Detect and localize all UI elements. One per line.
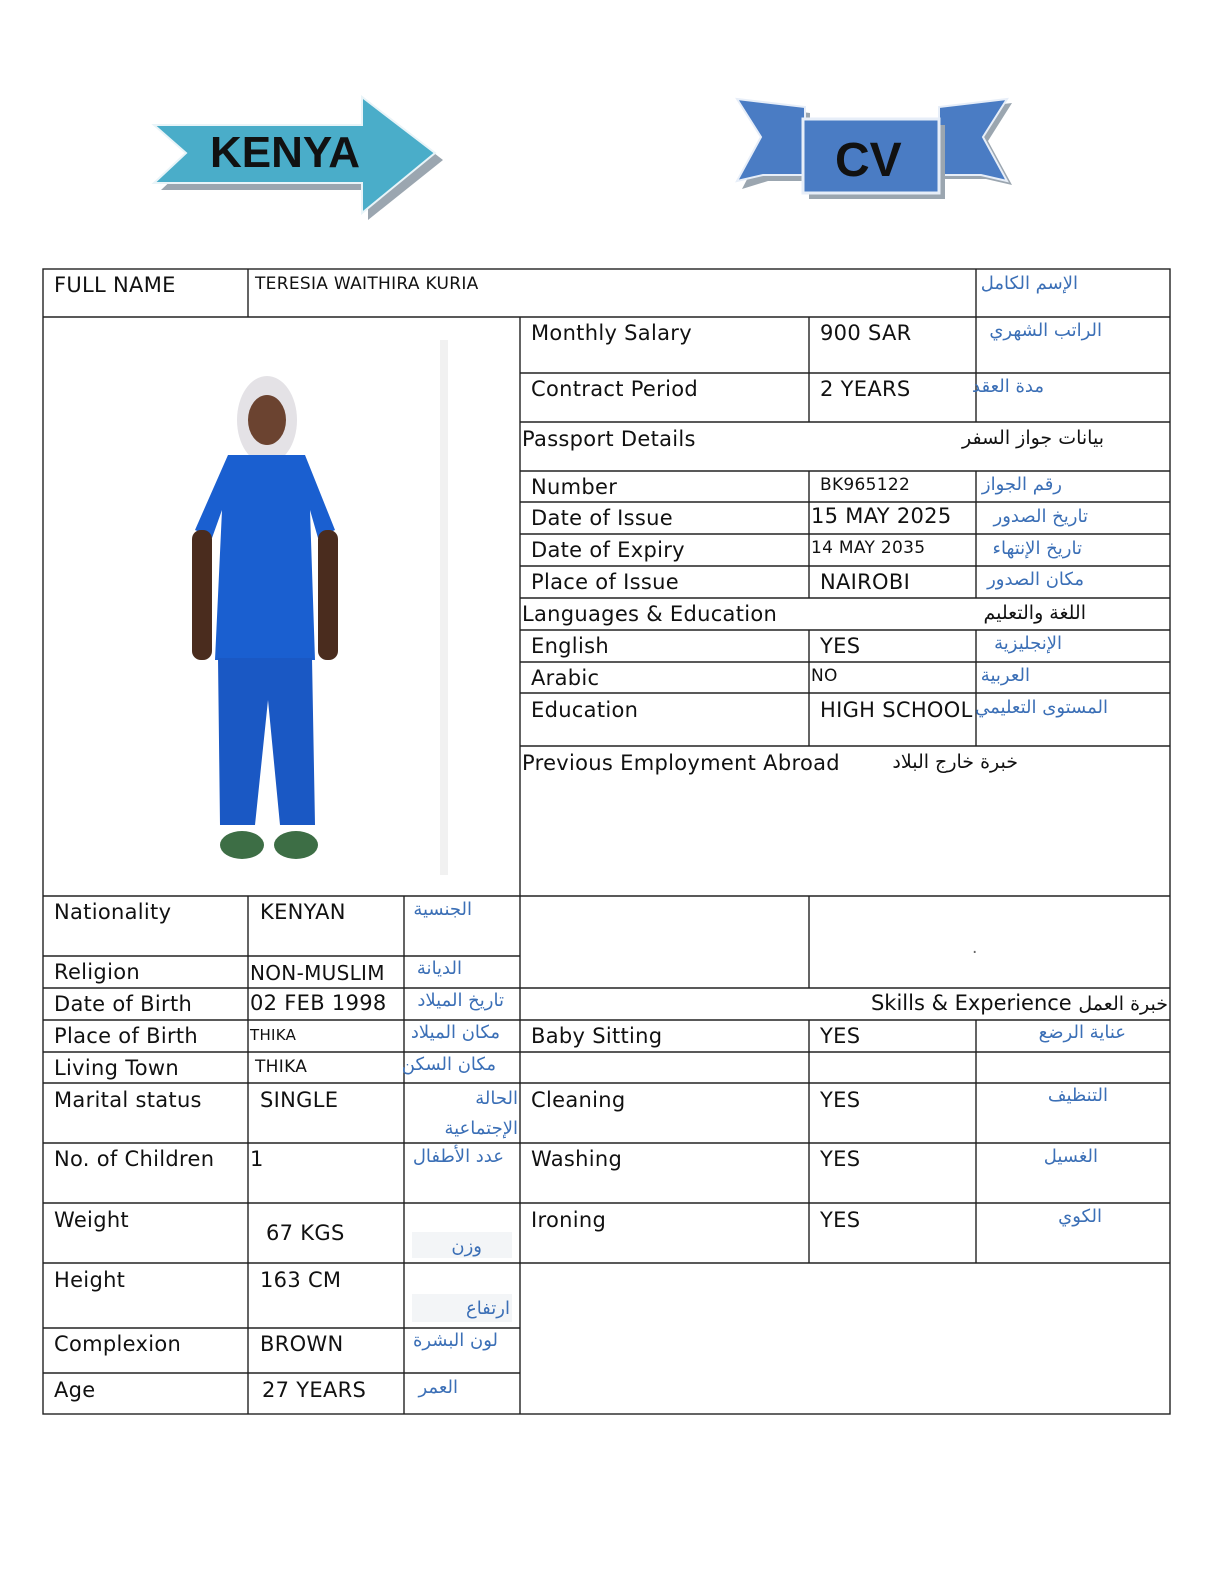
education-label: Education — [531, 698, 639, 722]
passport-number-value: BK965122 — [820, 475, 911, 495]
skill-ironing-label: Ironing — [531, 1208, 607, 1232]
place-of-issue-value: NAIROBI — [820, 570, 911, 594]
issue-date-ar: تاريخ الصدور — [993, 506, 1088, 527]
height-label: Height — [54, 1268, 126, 1292]
employment-heading-ar: خبرة خارج البلاد — [892, 751, 1018, 773]
dob-ar: تاريخ الميلاد — [417, 990, 504, 1011]
arabic-ar: العربية — [980, 665, 1030, 686]
marital-status-value: SINGLE — [260, 1088, 339, 1112]
expiry-date-value: 14 MAY 2035 — [811, 538, 926, 558]
pob-value: THIKA — [250, 1026, 297, 1044]
religion-label: Religion — [54, 960, 140, 984]
weight-label: Weight — [54, 1208, 129, 1232]
languages-heading: Languages & Education — [522, 602, 778, 626]
salary-label-ar: الراتب الشهري — [989, 320, 1102, 341]
full-name-value: TERESIA WAITHIRA KURIA — [255, 274, 479, 294]
skill-cleaning-label: Cleaning — [531, 1088, 626, 1112]
period-value: 2 YEARS — [820, 377, 911, 401]
education-ar: المستوى التعليمي — [975, 697, 1108, 718]
period-label-ar: مدة العقد — [972, 376, 1044, 397]
skill-baby-sitting-label: Baby Sitting — [531, 1024, 663, 1048]
skill-washing-ar: الغسيل — [1043, 1146, 1098, 1167]
skill-ironing-ar: الكوي — [1058, 1206, 1102, 1227]
weight-value: 67 KGS — [266, 1221, 345, 1245]
height-value: 163 CM — [260, 1268, 342, 1292]
passport-number-label: Number — [531, 475, 618, 499]
place-of-issue-ar: مكان الصدور — [987, 569, 1084, 590]
arabic-value: NO — [811, 666, 838, 686]
skills-heading: Skills & Experience — [870, 991, 1072, 1015]
issue-date-label: Date of Issue — [531, 506, 673, 530]
period-label: Contract Period — [531, 377, 698, 401]
living-town-ar: مكان السكن — [401, 1054, 496, 1075]
passport-heading-ar: بيانات جواز السفر — [962, 427, 1104, 449]
height-ar: ارتفاع — [465, 1298, 510, 1319]
skill-washing-label: Washing — [531, 1147, 623, 1171]
education-value: HIGH SCHOOL — [820, 698, 973, 722]
passport-heading: Passport Details — [522, 427, 696, 451]
nationality-ar: الجنسية — [413, 899, 472, 920]
arabic-label: Arabic — [531, 666, 600, 690]
marital-status-ar: الحالة الإجتماعية — [444, 1088, 518, 1139]
full-name-label: FULL NAME — [54, 273, 176, 297]
complexion-ar: لون البشرة — [412, 1330, 498, 1351]
dob-value: 02 FEB 1998 — [250, 991, 387, 1015]
expiry-date-label: Date of Expiry — [531, 538, 685, 562]
salary-label: Monthly Salary — [531, 321, 692, 345]
skill-ironing-value: YES — [820, 1208, 861, 1232]
country-banner-label: KENYA — [210, 128, 360, 177]
children-ar: عدد الأطفال — [412, 1146, 504, 1167]
living-town-label: Living Town — [54, 1056, 180, 1080]
english-ar: الإنجليزية — [994, 633, 1062, 654]
complexion-label: Complexion — [54, 1332, 182, 1356]
skill-cleaning-value: YES — [820, 1088, 861, 1112]
pob-ar: مكان الميلاد — [410, 1022, 500, 1043]
pob-label: Place of Birth — [54, 1024, 199, 1048]
salary-value: 900 SAR — [820, 321, 912, 345]
english-value: YES — [820, 634, 861, 658]
skill-cleaning-ar: التنظيف — [1047, 1085, 1108, 1106]
age-ar: العمر — [418, 1377, 458, 1398]
children-label: No. of Children — [54, 1147, 215, 1171]
nationality-label: Nationality — [54, 900, 172, 924]
person-figure — [150, 340, 480, 880]
dob-label: Date of Birth — [54, 992, 193, 1016]
skills-heading-wrap — [520, 991, 1168, 1015]
age-label: Age — [54, 1378, 96, 1402]
age-value: 27 YEARS — [262, 1378, 367, 1402]
religion-value: NON-MUSLIM — [250, 961, 385, 985]
children-value: 1 — [250, 1147, 264, 1171]
cv-banner-label: CV — [835, 134, 902, 187]
employment-heading: Previous Employment Abroad — [522, 751, 840, 775]
religion-ar: الديانة — [416, 958, 462, 979]
skill-washing-value: YES — [820, 1147, 861, 1171]
marital-status-label: Marital status — [54, 1088, 202, 1112]
candidate-photo — [150, 340, 480, 880]
skill-baby-sitting-value: YES — [820, 1024, 861, 1048]
expiry-date-ar: تاريخ الإنتهاء — [992, 538, 1082, 559]
issue-date-value: 15 MAY 2025 — [811, 504, 952, 528]
stray-mark: . — [972, 938, 978, 958]
full-name-label-ar: الإسم الكامل — [980, 273, 1078, 294]
passport-number-ar: رقم الجواز — [981, 474, 1062, 495]
complexion-value: BROWN — [260, 1332, 344, 1356]
nationality-value: KENYAN — [260, 900, 346, 924]
english-label: English — [531, 634, 609, 658]
place-of-issue-label: Place of Issue — [531, 570, 679, 594]
languages-heading-ar: اللغة والتعليم — [983, 602, 1086, 624]
skill-baby-sitting-ar: عناية الرضع — [1038, 1022, 1126, 1043]
skills-heading-ar: خبرة العمل — [1078, 993, 1168, 1015]
weight-ar: وزن — [451, 1236, 482, 1257]
living-town-value: THIKA — [255, 1057, 308, 1077]
